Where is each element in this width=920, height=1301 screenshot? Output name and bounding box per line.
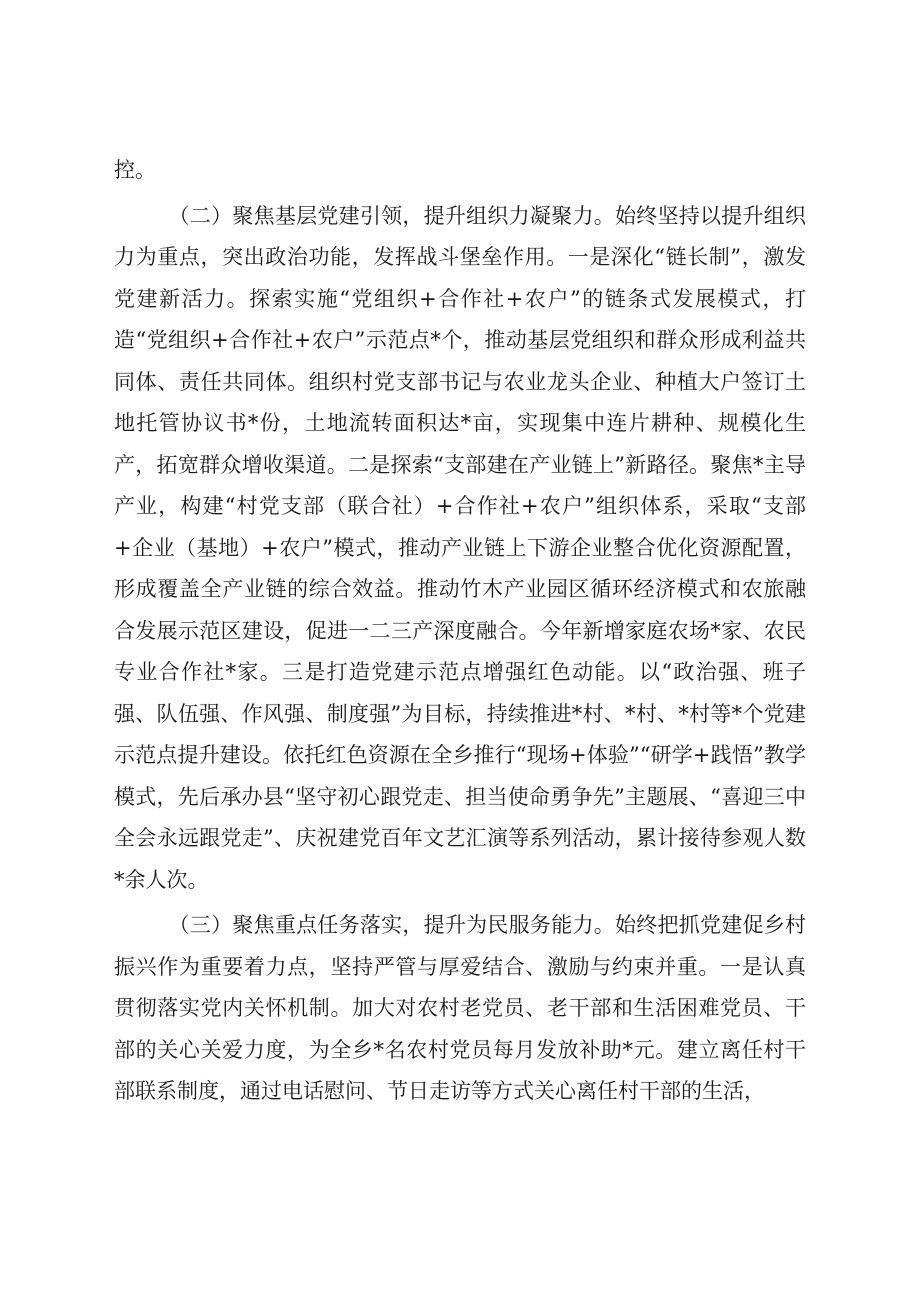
body-text xyxy=(114,150,806,1113)
paragraph-continuation: 控。 xyxy=(114,158,156,182)
paragraph-section-three: （三）聚焦重点任务落实，提升为民服务能力。始终把抓党建促乡村振兴作为重要着力点，坚持严管与厚爱结合、激励与约束并重。一是认真贯彻落实党内关怀机制。加大对农村老党员、老干部和生活困难党员、干部的关心关爱力度，为全乡*名农村党员每月发放补助*元。建立离任村干部联系制度，通过电话慰问、节日走访等方式关心离任村干部的生活， xyxy=(114,913,806,1103)
paragraph-section-two: （二）聚焦基层党建引领，提升组织力凝聚力。始终坚持以提升组织力为重点，突出政治功能，发挥战斗堡垒作用。一是深化“链长制”，激发党建新活力。探索实施“党组织+合作社+农户”的链条式发展模式，打造“党组织+合作社+农户”示范点*个，推动基层党组织和群众形成利益共同体、责任共同体。组织村党支部书记与农业龙头企业、种植大户签订土地托管协议书*份，土地流转面积达*亩，实现集中连片耕种、规模化生产，拓宽群众增收渠道。二是探索“支部建在产业链上”新路径。聚焦*主导产业，构建“村党支部（联合社）+合作社+农户”组织体系，采取“支部+企业（基地）+农户”模式，推动产业链上下游企业整合优化资源配置，形成覆盖全产业链的综合效益。推动竹木产业园区循环经济模式和农旅融合发展示范区建设，促进一二三产深度融合。今年新增家庭农场*家、农民专业合作社*家。三是打造党建示范点增强红色动能。以“政治强、班子强、队伍强、作风强、制度强”为目标，持续推进*村、*村、*村等*个党建示范点提升建设。依托红色资源在全乡推行“现场+体验”“研学+践悟”教学模式，先后承办县“坚守初心跟党走、担当使命勇争先”主题展、“喜迎三中全会永远跟党走”、庆祝建党百年文艺汇演等系列活动，累计接待参观人数*余人次。 xyxy=(114,203,806,892)
